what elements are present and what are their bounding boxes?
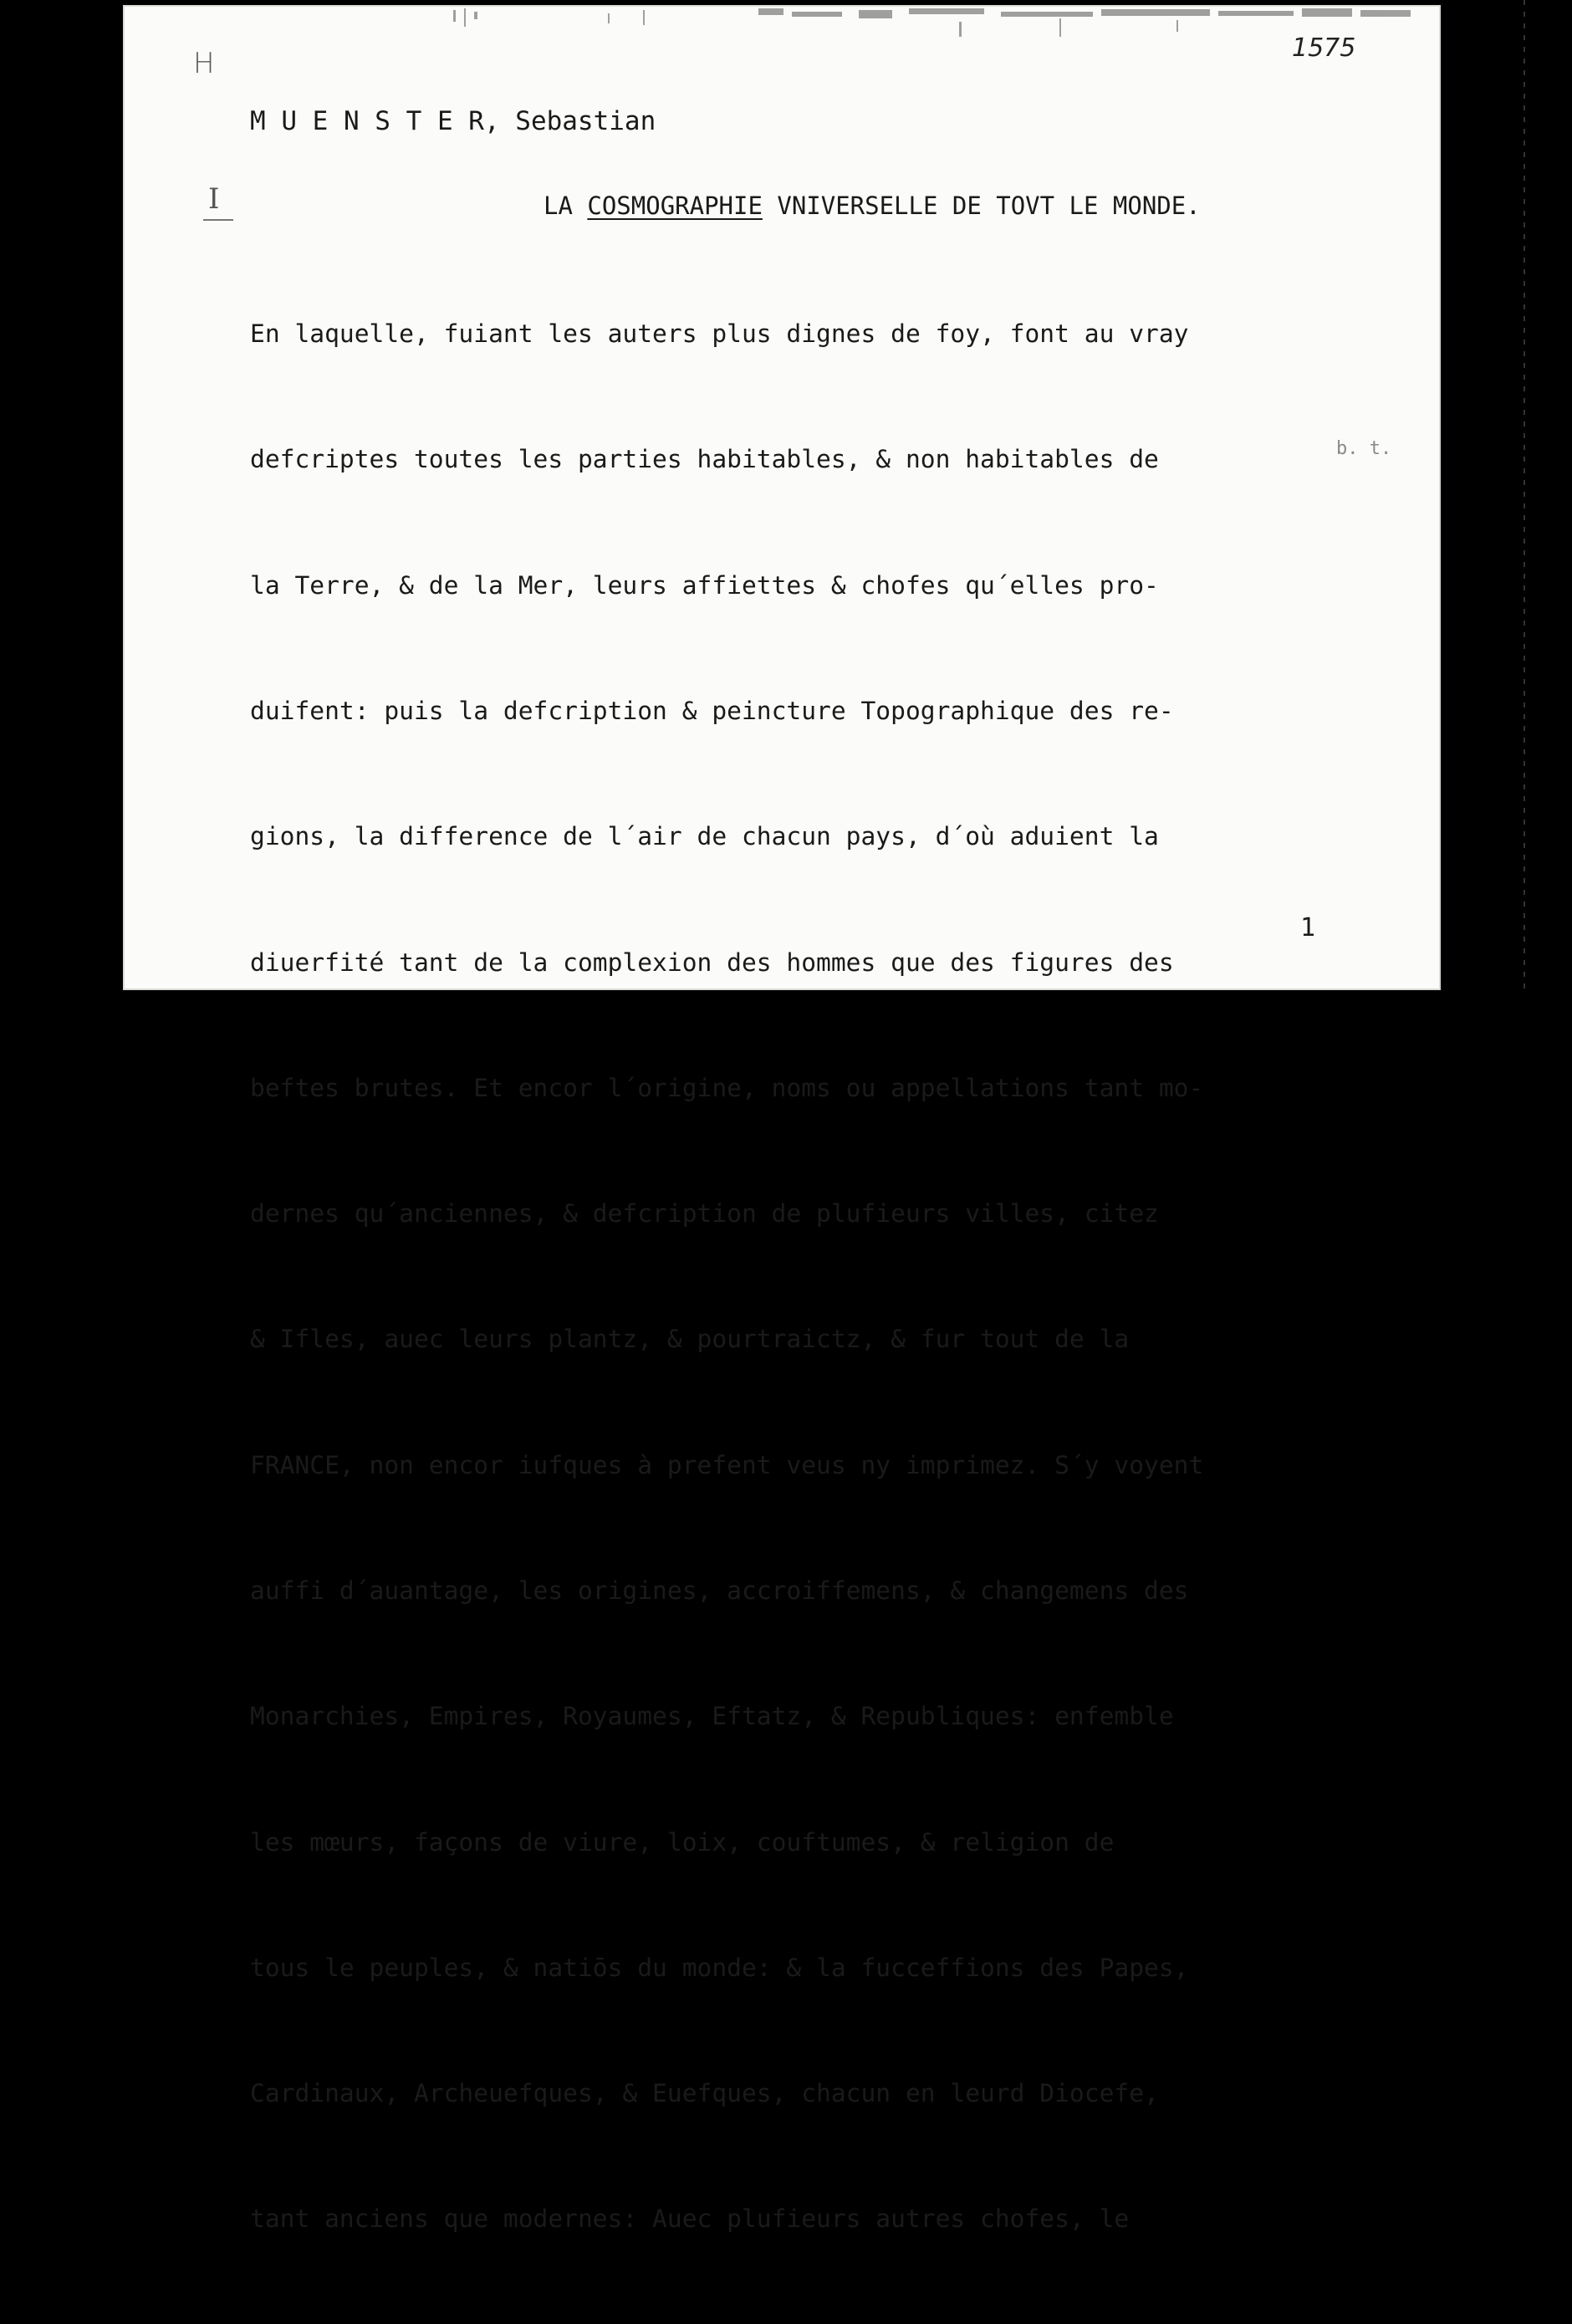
scan-noise-top bbox=[123, 5, 1441, 55]
body-line: auffi d´auantage, les origines, accroiffemens, & changemens des bbox=[250, 1576, 1189, 1605]
body-line: duifent: puis la defcription & peincture Topographique des re- bbox=[250, 697, 1174, 726]
title-line bbox=[544, 187, 1201, 224]
body-line: Monarchies, Empires, Royaumes, Eftatz, & Republiques: enfemble bbox=[250, 1702, 1174, 1731]
title-underlined-word: COSMOGRAPHIE bbox=[587, 192, 763, 220]
handwritten-marker-i: I bbox=[208, 182, 220, 216]
body-line: tant anciens que modernes: Auec plufieurs autres chofes, le bbox=[250, 2204, 1130, 2234]
body-line: diuerfité tant de la complexion des hommes que des figures des bbox=[250, 947, 1174, 977]
overflow-fragment: b. t. bbox=[1336, 438, 1392, 459]
body-line: defcriptes toutes les parties habitables, & non habitables de bbox=[250, 445, 1159, 474]
body-line: FRANCE, non encor iufques à prefent veus ny imprimez. S´y voyent bbox=[250, 1450, 1204, 1479]
scan-edge-rule bbox=[1524, 0, 1525, 993]
page-number: 1 bbox=[1300, 913, 1316, 942]
title-suffix: VNIVERSELLE DE TOVT LE MONDE. bbox=[762, 192, 1201, 220]
body-line: tous le peuples, & natiōs du monde: & la fucceffions des Papes, bbox=[250, 1953, 1189, 1982]
body-line: gions, la difference de l´air de chacun pays, d´où aduient la bbox=[250, 822, 1159, 851]
body-line: & Ifles, auec leurs plantz, & pourtraictz, & fur tout de la bbox=[250, 1325, 1130, 1354]
body-line: la Terre, & de la Mer, leurs affiettes & chofes qu´elles pro- bbox=[250, 570, 1159, 600]
marker-i-underline bbox=[203, 219, 233, 221]
card-number: 1575 bbox=[1292, 33, 1356, 63]
title-body-text bbox=[250, 229, 1203, 2324]
title-prefix: LA bbox=[544, 192, 588, 220]
handwritten-marker-h: H bbox=[193, 47, 215, 80]
catalog-card bbox=[123, 5, 1441, 2234]
body-line: En laquelle, fuiant les auters plus dignes de foy, font au vray bbox=[250, 319, 1189, 349]
author-heading: M U E N S T E R, Sebastian bbox=[250, 106, 656, 136]
body-line: beftes brutes. Et encor l´origine, noms ou appellations tant mo- bbox=[250, 1073, 1204, 1102]
body-line: les mœurs, façons de viure, loix, couftumes, & religion de bbox=[250, 1827, 1115, 1857]
body-line: Cardinaux, Archeuefques, & Euefques, chacun en leurd Diocefe, bbox=[250, 2079, 1159, 2108]
body-line: dernes qu´anciennes, & defcription de plufieurs villes, citez bbox=[250, 1199, 1159, 1228]
